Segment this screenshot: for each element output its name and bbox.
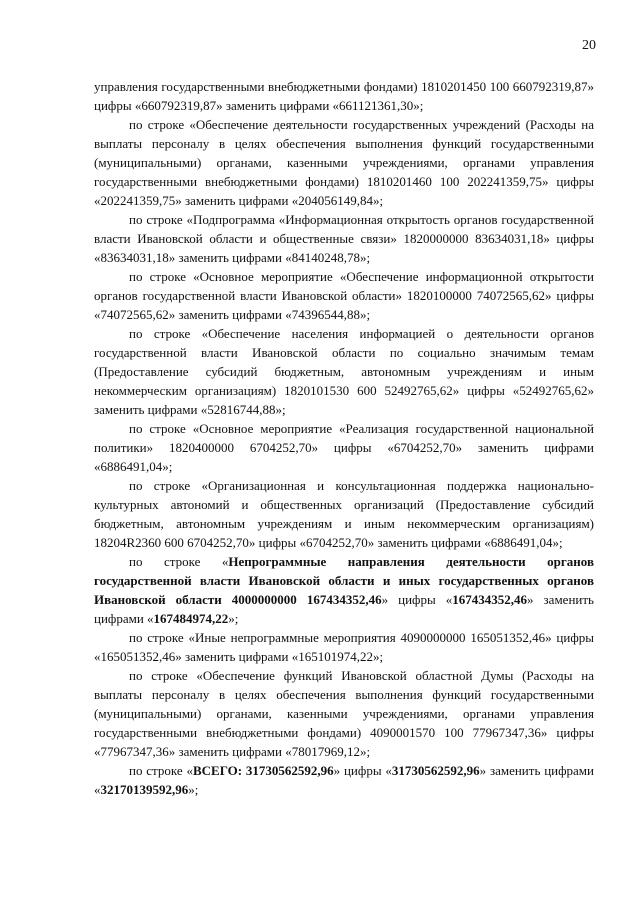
paragraph-text: по строке «Обеспечение функций Ивановской областной Думы (Расходы на выплаты персоналу в целях обеспечения выполнения функций государственными (муниципальными) органами, казенными учреждениями, органами управления государственными внебюджетными фондами) 4090001570 100 77967347,36» цифры «77967347,36» заменить цифрами «78017969,12»; (94, 668, 594, 759)
paragraph-text: управления государственными внебюджетными фондами) 1810201450 100 660792319,87» цифры «660792319,87» заменить цифрами «661121361,30»; (94, 79, 594, 113)
paragraph (94, 628, 594, 666)
bold-text: 167484974,22 (153, 611, 229, 626)
paragraph-text: по строке «Иные непрограммные мероприятия 4090000000 165051352,46» цифры «165051352,46» заменить цифрами «165101974,22»; (94, 630, 594, 664)
paragraph-text: » цифры « (333, 763, 392, 778)
paragraph-text: »; (228, 611, 239, 626)
paragraph (94, 324, 594, 419)
paragraph (94, 267, 594, 324)
paragraph-text: по строке «Организационная и консультационная поддержка национально-культурных автономий и общественных организаций (Предоставление субсидий бюджетным, автономным учреждениям и иным некоммерческим организациям) 18204R2360 600 6704252,70» цифры «6704252,70» заменить цифрами «6886491,04»; (94, 478, 594, 550)
paragraph (94, 77, 594, 115)
paragraph-text: по строке « (129, 763, 193, 778)
paragraph-text: по строке «Подпрограмма «Информационная открытость органов государственной власти Ивановской области и общественные связи» 1820000000 83634031,18» цифры «83634031,18» заменить цифрами «84140248,78»; (94, 212, 594, 265)
paragraph-text: по строке «Основное мероприятие «Реализация государственной национальной политики» 1820400000 6704252,70» цифры «6704252,70» заменить цифрами «6886491,04»; (94, 421, 594, 474)
bold-text: ВСЕГО: 31730562592,96 (192, 763, 334, 778)
paragraph-text: »; (188, 782, 199, 797)
document-body (94, 77, 594, 799)
paragraph (94, 476, 594, 552)
paragraph (94, 115, 594, 210)
paragraph-text: по строке «Основное мероприятие «Обеспечение информационной открытости органов государственной власти Ивановской области» 1820100000 74072565,62» цифры «74072565,62» заменить цифрами «74396544,88»; (94, 269, 594, 322)
paragraph (94, 210, 594, 267)
paragraph-text: » заменить цифрами « (94, 763, 594, 797)
paragraph-text: » заменить цифрами « (94, 592, 594, 626)
bold-text: Непрограммные направления деятельности органов государственной власти Ивановской области и иных государственных органов Ивановской области 4000000000 167434352,46 (94, 554, 594, 607)
paragraph (94, 666, 594, 761)
paragraph-text: по строке « (129, 554, 229, 569)
bold-text: 167434352,46 (452, 592, 527, 607)
paragraph-text: по строке «Обеспечение деятельности государственных учреждений (Расходы на выплаты персоналу в целях обеспечения выполнения функций государственными (муниципальными) органами, казенными учреждениями, органами управления государственными внебюджетными фондами) 1810201460 100 202241359,75» цифры «202241359,75» заменить цифрами «204056149,84»; (94, 117, 594, 208)
paragraph (94, 552, 594, 628)
paragraph (94, 761, 594, 799)
paragraph-text: » цифры « (381, 592, 453, 607)
paragraph-text: по строке «Обеспечение населения информацией о деятельности органов государственной власти Ивановской области по социально значимым темам (Предоставление субсидий бюджетным, автономным учреждениям и иным некоммерческим организациям) 1820101530 600 52492765,62» цифры «52492765,62» заменить цифрами «52816744,88»; (94, 326, 594, 417)
page-number: 20 (582, 38, 596, 53)
paragraph (94, 419, 594, 476)
bold-text: 31730562592,96 (391, 763, 480, 778)
bold-text: 32170139592,96 (100, 782, 189, 797)
